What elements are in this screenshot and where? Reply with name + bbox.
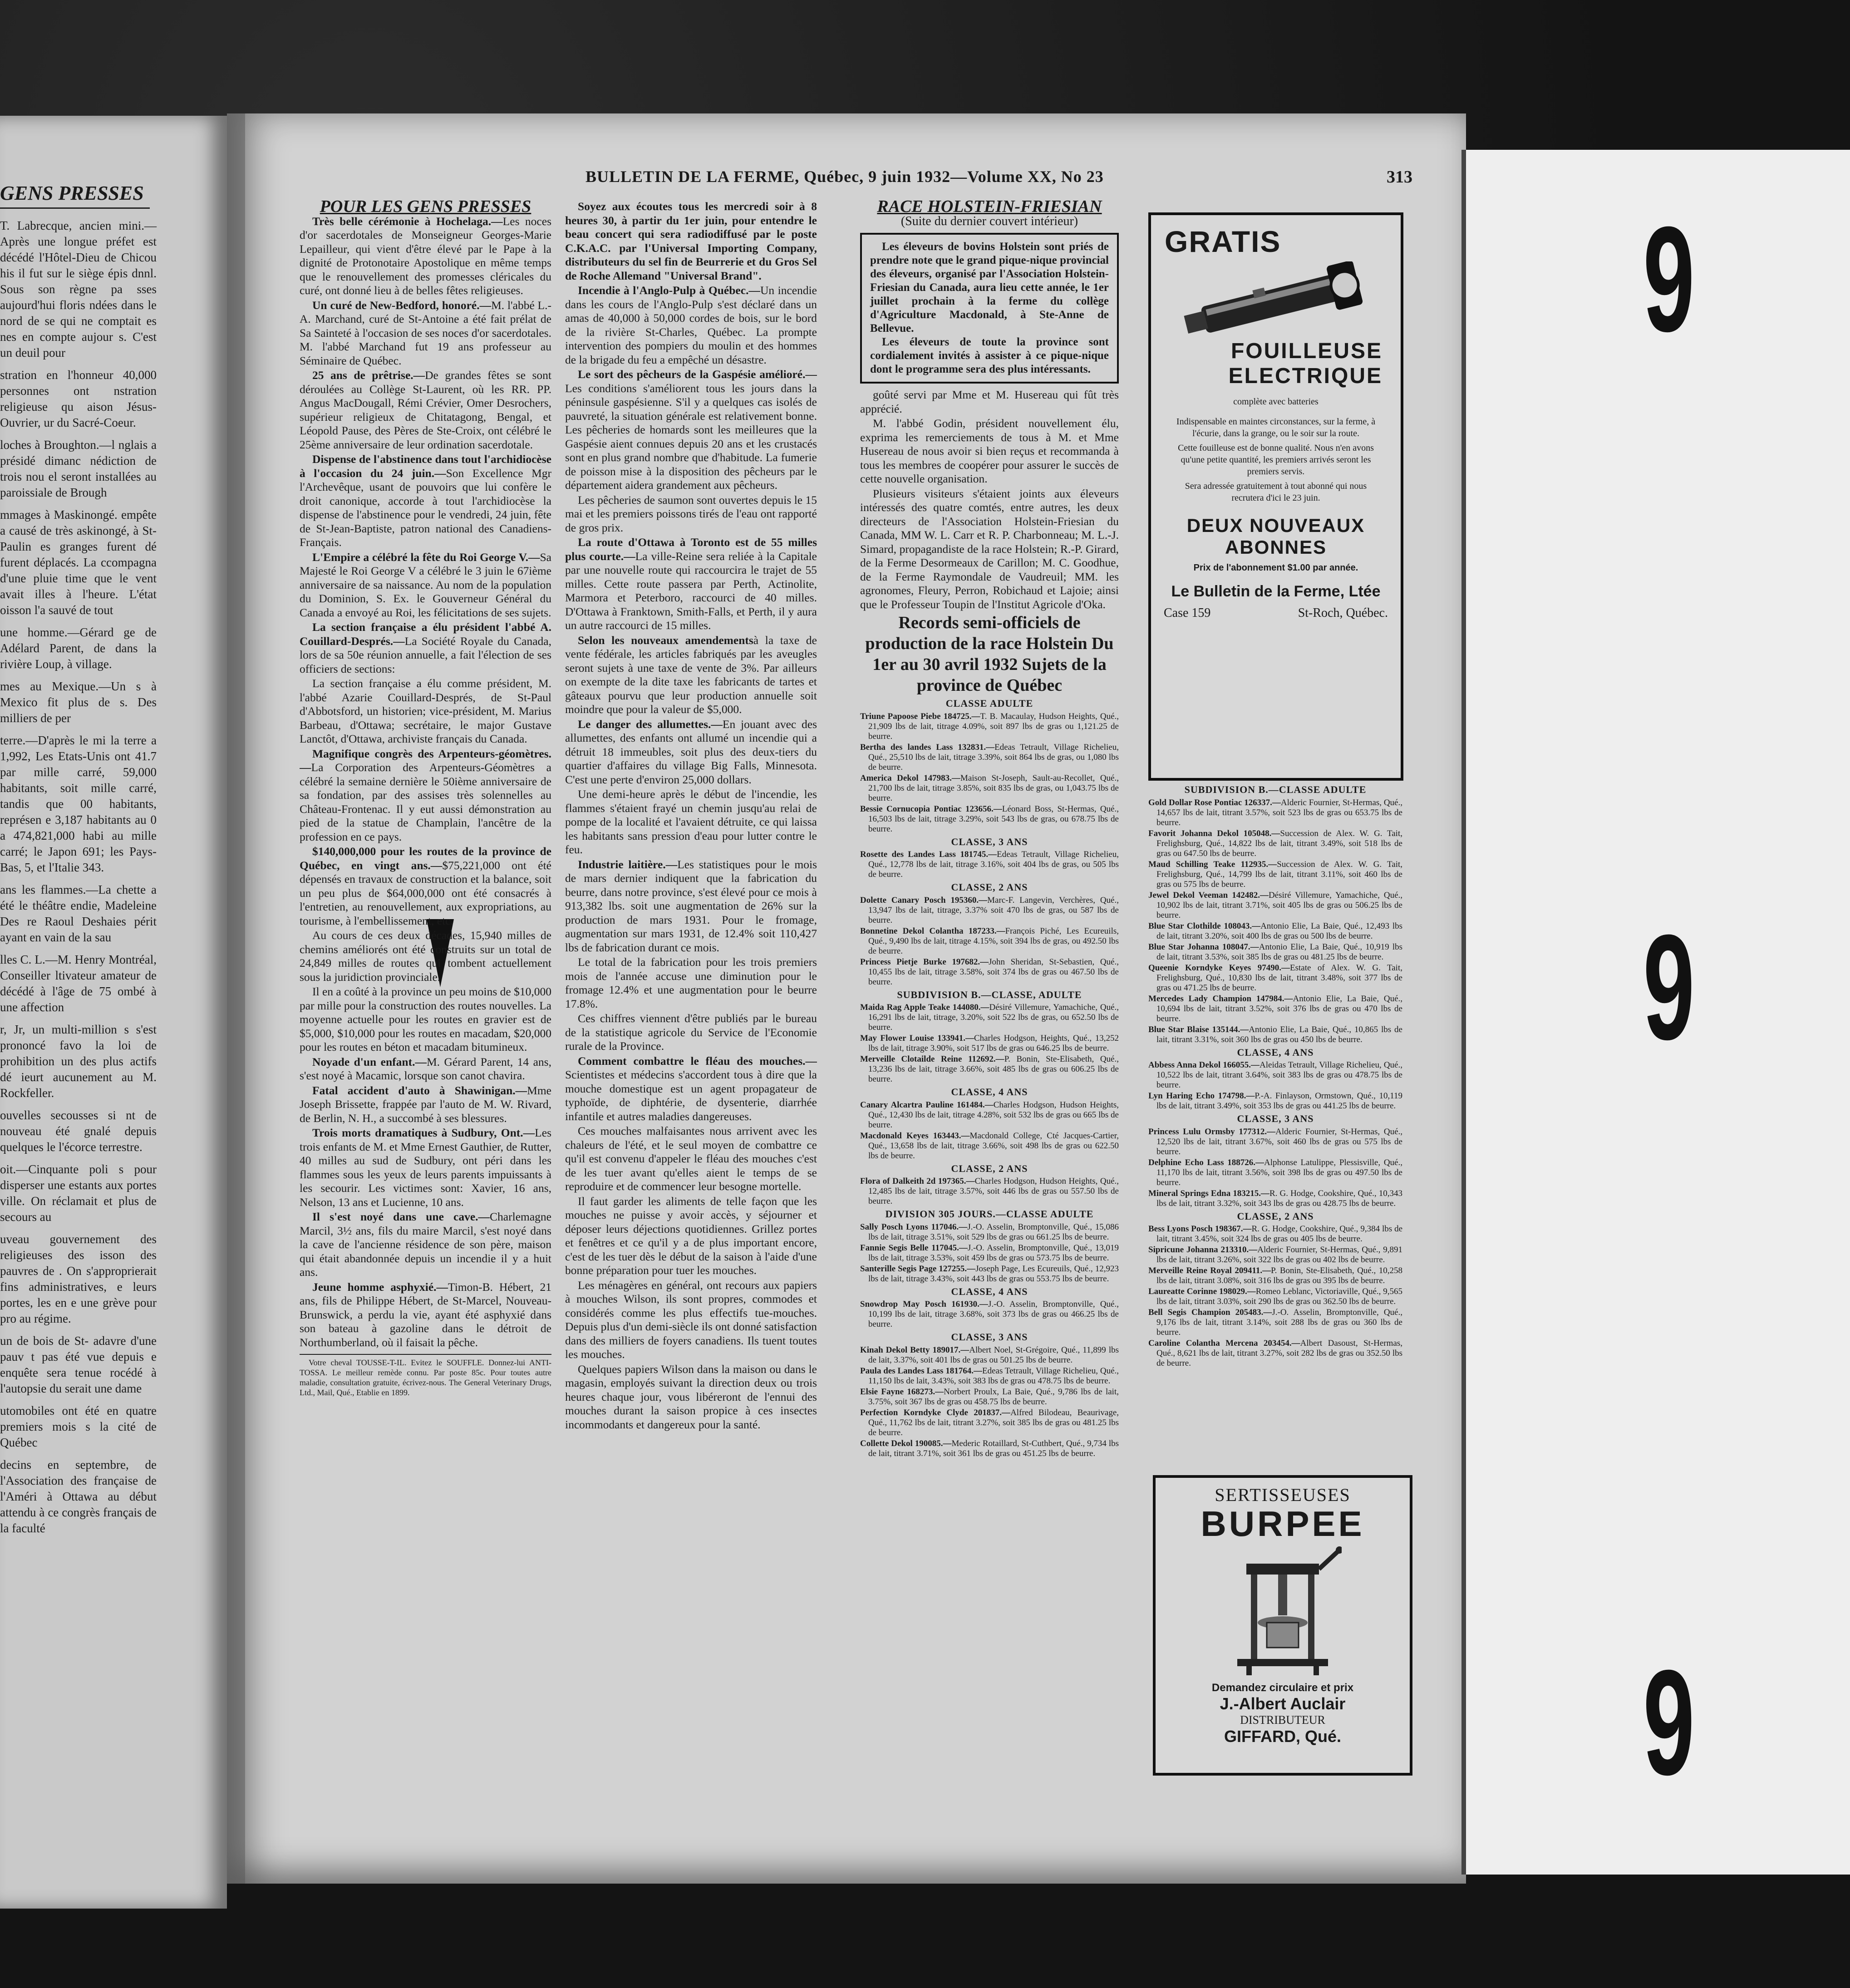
news-item: [300, 1210, 551, 1279]
holstein-paragraph: M. l'abbé Godin, président nouvellement élu, exprima les remerciements de tous à M. et Mme Husereau de nous avoir si bien reçus et recommanda à tous les membres de coopérer pour assurer le succès de cette nouvelle organisation.: [860, 417, 1119, 485]
news-item-headline: Très belle cérémonie à Hochelaga.—: [312, 214, 503, 228]
news-item: [565, 1195, 817, 1278]
news-item-text: Les statistiques pour le mois de mars dernier indiquent que la fabrication du beurre, dans notre province, s'est élevé pour ce mois à 913,382 lbs. soit une augmentation de 26% sur la production de mars 1931. Pour le fromage, augmentation sur mars 1931, de 12.4% soit 110,427 lbs de fabrication durant ce mois.: [565, 857, 817, 954]
prev-page-fragment: mes au Mexique.—Un s à Mexico fit plus de s. Des milliers de per: [0, 679, 157, 725]
record-cow-name: Bess Lyons Posch 198367.—: [1148, 1224, 1252, 1234]
record-details: Alderic Fournier, St-Hermas, Qué., 12,520 lbs de lait, titrant 3.67%, soit 460 lbs de gras ou 575 lbs de beurre.: [1156, 1127, 1402, 1156]
record-cow-name: Gold Dollar Rose Pontiac 126337.—: [1148, 797, 1281, 807]
record-details: Norbert Proulx, La Baie, Qué., 9,786 lbs de lait, 3.75%, soit 367 lbs de gras ou 458.75 lbs de beurre.: [868, 1387, 1119, 1407]
prev-page-fragment: stration en l'honneur 40,000 personnes ont nstration religieuse qu aison Jésus-Ouvrier, ur du Sacré-Coeur.: [0, 368, 157, 429]
news-item-text: $75,221,000 ont été dépensés en travaux de construction et la balance, soit un peu plus de $64,000,000 ont été consacrés à l'entretien, au renouvellement, aux expropriations, au tourisme, à l'embellissement, etc.: [300, 858, 551, 927]
record-entry: [1148, 1266, 1402, 1286]
news-item: [300, 985, 551, 1054]
flashlight-icon: [1169, 261, 1383, 339]
prev-page-fragment: mmages à Maskinongé. empête a causé de très askinongé, à St-Paulin es granges furent dé furent déplacés. La ccompagna d'une pluie time que le vent avait illes à l'heure. L'état oisson l'a sauvé de tout: [0, 508, 157, 617]
record-cow-name: May Flower Louise 133941.—: [860, 1033, 974, 1043]
record-details: R. G. Hodge, Cookshire, Qué., 10,343 lbs de lait, titrant 3.32%, soit 343 lbs de gras ou 428.75 lbs de beurre.: [1156, 1188, 1402, 1208]
record-details: Alfred Bilodeau, Beaurivage, Qué., 11,762 lbs de lait, titrant 3.27%, soit 385 lbs de gras ou 481.25 lbs de beurre.: [868, 1407, 1119, 1437]
record-cow-name: Delphine Echo Lass 188726.—: [1148, 1157, 1264, 1167]
ad-line-2: BURPEE: [1201, 1504, 1365, 1544]
news-item: [565, 1124, 817, 1194]
news-item-headline: Dispense de l'abstinence dans tout l'archidiocèse à l'occasion du 24 juin.—: [300, 453, 551, 480]
record-cow-name: Kinah Dekol Betty 189017.—: [860, 1345, 969, 1355]
news-item-text: En jouant avec des allumettes, des enfants ont allumé un incendie qui a détruit 18 immeubles, soit plus des deux-tiers du quartier d'affaires du village Big Falls, Minnesota. C'est une perte d'environ 25,000 dollars.: [565, 717, 817, 786]
record-entry: [860, 1222, 1119, 1242]
holstein-subtitle: (Suite du dernier couvert intérieur): [900, 214, 1078, 228]
record-details: Estate of Alex. W. G. Tait, Frelighsburg, Qué., 10,830 lbs de lait, titrant 3.48%, soit 377 lbs de gras ou 471.25 lbs de beurre.: [1156, 963, 1402, 993]
prev-page-fragment: terre.—D'après le mi la terre a 1,992, Les Etats-Unis ont 41.7 par mille carré, 59,000 habitants, soit mille carré, tandis que 00 habitants, représen e 3,187 habitants au 0 a 474,821,000 habi au mille carré; le Japon 691; les Pays-Bas, 5, et l'Italie 343.: [0, 733, 157, 874]
news-item: [300, 215, 551, 298]
record-details: Mederic Rotaillard, St-Cuthbert, Qué., 9,734 lbs de lait, titrant 3.71%, soit 361 lbs de gras ou 451.25 lbs de beurre.: [868, 1438, 1119, 1458]
record-cow-name: Princess Pietje Burke 197682.—: [860, 957, 989, 967]
advertisement-burpee: [1153, 1475, 1412, 1776]
news-item: [565, 1363, 817, 1432]
picnic-notice-2: Les éleveurs de toute la province sont cordialement invités à assister à ce pique-nique dont le programme sera des plus intéressants.: [870, 336, 1109, 375]
picnic-notice-box: [860, 233, 1119, 384]
record-details: Joseph Page, Les Ecureuils, Qué., 12,923 lbs de lait, titrage 3.43%, soit 443 lbs de gras ou 553.75 lbs de beurre.: [868, 1264, 1119, 1284]
news-item-headline: Soyez aux écoutes tous les mercredi soir à 8 heures 30, à partir du 1er juin, pour entendre le beau concert qui sera radiodiffusé par le poste C.K.A.C. par l'Universal Importing Company, distributeurs du sel fin de Beurrerie et du Gros Sel de Roche Allemand "Universal Brand".: [565, 200, 817, 282]
record-cow-name: Laureatte Corinne 198029.—: [1148, 1287, 1256, 1296]
record-entry: [1148, 891, 1402, 920]
news-item-text: Il en a coûté à la province un peu moins de $10,000 par mille pour la construction des routes nouvelles. La moyenne actuelle pour les routes en gravier est de $5,000, $10,000 pour les routes en macadam, $20,000 pour les routes en béton et macadam bitumineux.: [300, 985, 551, 1053]
record-details: Edeas Tetrault, Village Richelieu, Qué., 25,510 lbs de lait, titrage 3.39%, soit 864 lbs de gras, ou 1,080 lbs de beurre.: [868, 742, 1119, 772]
record-cow-name: Maud Schilling Teake 112935.—: [1148, 859, 1277, 869]
record-cow-name: Merveille Reine Royal 209411.—: [1148, 1266, 1271, 1275]
record-entry: [860, 804, 1119, 834]
record-entry: [860, 1366, 1119, 1386]
prev-page-fragment: lles C. L.—M. Henry Montréal, Conseiller ltivateur amateur de décédé à l'âge de 75 ombé à une affection: [0, 953, 157, 1014]
record-entry: [1148, 1308, 1402, 1338]
record-cow-name: Dolette Canary Posch 195360.—: [860, 895, 988, 905]
news-item: [300, 747, 551, 844]
news-item: [565, 284, 817, 367]
record-details: Romeo Leblanc, Victoriaville, Qué., 9,565 lbs de lait, titrant 3.03%, soit 290 lbs de gras ou 362.50 lbs de beurre.: [1156, 1287, 1402, 1306]
record-entry: [1148, 1245, 1402, 1265]
previous-page: [0, 116, 227, 1909]
news-items: [300, 215, 551, 1350]
news-item: [300, 1126, 551, 1209]
record-class-heading: DIVISION 305 JOURS.—CLASSE ADULTE: [885, 1208, 1094, 1220]
margin-mark: 9: [1643, 195, 1695, 363]
record-cow-name: Perfection Korndyke Clyde 201837.—: [860, 1407, 1011, 1417]
record-details: Antonio Elie, La Baie, Qué., 12,493 lbs de lait, titrant 3.20%, soit 400 lbs de gras ou 500 lbs de beurre.: [1156, 921, 1402, 941]
record-cow-name: Collette Dekol 190085.—: [860, 1438, 952, 1448]
news-item: [300, 369, 551, 452]
advertisement-anti-tossa: [300, 1354, 551, 1398]
record-details: Léonard Boss, St-Hermas, Qué., 16,503 lbs de lait, titrage 3.29%, soit 543 lbs de gras, ou 678.75 lbs de beurre.: [868, 804, 1119, 834]
prev-page-fragment: oit.—Cinquante poli s pour disperser une estants aux portes ville. On réclamait et plus de secours au: [0, 1162, 157, 1224]
record-details: Charles Hodgson, Hudson Heights, Qué., 12,430 lbs de lait, titrage 4.28%, soit 532 lbs de gras ou 665 lbs de beurre.: [868, 1100, 1119, 1130]
news-item-text: Les conditions s'améliorent tous les jours dans la péninsule gaspésienne. S'il y a quelques cas isolés de pauvreté, la situation générale est relativement bonne. Les pêcheries de homards sont les meilleures que la Gaspésie aient connues depuis 20 ans et les crustacés sont en plus grand nombre que d'habitude. La fumerie de poisson mise à la disposition des pêcheurs par le département aidera grandement aux pêcheurs.: [565, 381, 817, 492]
record-entry: [860, 1264, 1119, 1284]
record-cow-name: Blue Star Blaise 135144.—: [1148, 1024, 1249, 1034]
news-item-text: La Corporation des Arpenteurs-Géomètres a célébré la semaine dernière le 50ième anniversaire de sa fondation, par des assises très solennelles au Château-Frontenac. Il y eut aussi démonstration au pied de la statue de Champlain, l'ancêtre de la profession en ce pays.: [300, 761, 551, 843]
prev-page-fragment: ans les flammes.—La chette a été le théâtre endie, Madeleine Des re Raoul Deshaies périt ayant en vain de la sau: [0, 883, 157, 944]
record-class-heading: CLASSE, 4 ANS: [1237, 1046, 1314, 1058]
product-line-1: FOUILLEUSE: [1230, 339, 1383, 363]
prev-page-heading: GENS PRESSES: [0, 182, 150, 209]
news-item: [300, 845, 551, 928]
ad-ask: Demandez circulaire et prix: [1211, 1682, 1354, 1694]
news-item-text: Ces chiffres viennent d'être publiés par le bureau de la statistique agricole du Service de l'Economie rurale de la Province.: [565, 1012, 817, 1053]
record-details: Charles Hodgson, Heights, Qué., 13,252 lbs de lait, titrage 3.90%, soit 517 lbs de gras ou 646.25 lbs de beurre.: [868, 1033, 1119, 1053]
product-with: complète avec batteries: [1233, 397, 1319, 407]
news-item: [300, 1084, 551, 1126]
record-cow-name: Abbess Anna Dekol 166055.—: [1148, 1060, 1260, 1070]
record-details: Succession de Alex. W. G. Tait, Frelighsburg, Qué., 14,822 lbs de lait, titrant 3.49%, soit 518 lbs de gras ou 647.50 lbs de beurre.: [1156, 828, 1402, 858]
ad-desc-3: Sera adressée gratuitement à tout abonné qui nous recrutera d'ici le 23 juin.: [1185, 481, 1367, 503]
column-records-2: [1148, 783, 1402, 1468]
record-cow-name: Triune Papoose Piebe 184725.—: [860, 711, 980, 721]
news-item-text: Les ménagères en général, ont recours aux papiers à mouches Wilson, ils sont propres, commodes et considérés comme les plus effectifs tue-mouches. Depuis plus d'un demi-siècle ils ont donné satisfaction dans des milliers de foyers canadiens. Ils tuent toutes les mouches.: [565, 1278, 817, 1361]
news-item-headline: $140,000,000 pour les routes de la province de Québec, en vingt ans.—: [300, 845, 551, 872]
record-class-heading: CLASSE, 3 ANS: [951, 836, 1028, 847]
record-entry: [1148, 963, 1402, 993]
news-item-text: Les noces d'or sacerdotales de Monseigneur Georges-Marie Lepailleur, qui vient d'être élevé par le Pape à la dignité de Protonotaire Apostolique en même temps que le renouvellement des promesses cléricales du curé, ont donné lieu à de belles fêtes religieuses.: [300, 214, 551, 297]
ad-case: Case 159: [1164, 606, 1211, 620]
record-class-heading: CLASSE, 2 ANS: [951, 1162, 1028, 1174]
record-details: T. B. Macaulay, Hudson Heights, Qué., 21,909 lbs de lait, titrage 4.09%, soit 897 lbs de gras ou 1,121.25 de beurre.: [868, 711, 1119, 741]
news-item-headline: Selon les nouveaux amendements: [578, 633, 753, 647]
advertisement-gratis: [1148, 212, 1403, 781]
news-item: [565, 718, 817, 787]
news-item-text: M. Gérard Parent, 14 ans, s'est noyé à Macamic, lorsque son canot chavira.: [300, 1055, 551, 1082]
ad-offer: DEUX NOUVEAUX ABONNES: [1186, 515, 1365, 558]
record-class-heading: SUBDIVISION B.—CLASSE ADULTE: [1184, 784, 1367, 795]
news-item-headline: Jeune homme asphyxié.—: [312, 1280, 448, 1294]
record-cow-name: Favorit Johanna Dekol 105048.—: [1148, 828, 1280, 838]
record-cow-name: Jewel Dekol Veeman 142482.—: [1148, 890, 1269, 900]
record-cow-name: Maida Rag Apple Teake 144080.—: [860, 1003, 989, 1012]
record-entry: [860, 1299, 1119, 1329]
record-entry: [1148, 1158, 1402, 1188]
record-entry: [860, 1243, 1119, 1263]
record-details: John Sheridan, St-Sebastien, Qué., 10,455 lbs de lait, titrage 3.58%, soit 374 lbs de gras ou 467.50 lbs de beurre.: [868, 957, 1119, 987]
record-cow-name: Canary Alcartra Pauline 161484.—: [860, 1100, 994, 1110]
ad-title: GRATIS: [1165, 225, 1281, 258]
record-details: Edeas Tetrault, Village Richelieu, Qué., 11,150 lbs de lait, 3.43%, soit 383 lbs de gras ou 478.75 lbs de beurre.: [868, 1366, 1119, 1386]
record-details: Edeas Tetrault, Village Richelieu, Qué., 12,778 lbs de lait, titrage 3.16%, soit 404 lbs de gras, ou 505 lbs de beurre.: [868, 850, 1119, 879]
record-cow-name: Mineral Springs Edna 183215.—: [1148, 1188, 1270, 1198]
newspaper-page: [227, 113, 1466, 1884]
record-details: Charles Hodgson, Hudson Heights, Qué., 12,485 lbs de lait, titrage 3.57%, soit 446 lbs de gras ou 557.50 lbs de beurre.: [868, 1176, 1119, 1206]
record-details: Maison St-Joseph, Sault-au-Recollet, Qué., 21,700 lbs de lait, titrage 3.85%, soit 835 lbs de gras, ou 1,043.75 lbs de beurre.: [868, 773, 1119, 803]
news-item: [300, 1280, 551, 1350]
news-item-text: La section française a élu comme président, M. l'abbé Azarie Couillard-Després, de St-Paul d'Abbotsford, un historien; vice-président, M. Marius Barbeau, d'Ottawa; secrétaire, le major Gustave Lanctôt, d'Ottawa, archiviste français du Canada.: [300, 677, 551, 745]
ad-price: Prix de l'abonnement $1.00 par année.: [1193, 563, 1358, 573]
record-cow-name: Bertha des landes Lass 132831.—: [860, 742, 995, 752]
record-cow-name: Bonnetine Dekol Colantha 187233.—: [860, 926, 1005, 936]
news-item-text: La Société Royale du Canada, lors de sa 50e réunion annuelle, a fait l'élection de ses officiers de sections:: [300, 634, 551, 675]
record-details: Alphonse Latulippe, Plessisville, Qué., 11,170 lbs de lait, titrant 3.56%, soit 398 lbs de gras ou 497.50 lbs de beurre.: [1156, 1157, 1402, 1187]
record-details: Désiré Villemure, Yamachiche, Qué., 10,902 lbs de lait, titrant 3.71%, soit 405 lbs de gras ou 506.25 lbs de beurre.: [1156, 890, 1402, 920]
holstein-paragraph: goûté servi par Mme et M. Husereau qui fût très apprécié.: [860, 388, 1119, 415]
record-details: P. Bonin, Ste-Elisabeth, Qué., 10,258 lbs de lait, titrant 3.08%, soit 316 lbs de gras ou 395 lbs de beurre.: [1156, 1266, 1402, 1285]
record-entry: [860, 773, 1119, 803]
record-entry: [860, 1387, 1119, 1407]
record-entry: [860, 850, 1119, 880]
prev-page-fragment: r, Jr, un multi-million s s'est prononcé favo la loi de prohibition un des plus actifs dé ieurt aucunement au M. Rockfeller.: [0, 1023, 157, 1100]
record-class-heading: CLASSE, 4 ANS: [951, 1086, 1028, 1097]
record-cow-name: Fannie Segis Belle 117045.—: [860, 1243, 968, 1253]
record-cow-name: Snowdrop May Posch 161930.—: [860, 1299, 988, 1309]
record-entry: [860, 1100, 1119, 1130]
records-list: [1148, 783, 1402, 1368]
news-item-text: La ville-Reine sera reliée à la Capitale par une nouvelle route qui raccourcira le trajet de 55 milles. Cette route passera par Perth, Actinolite, Marmora et Peterboro, raccourci de 40 milles. D'Ottawa à Franktown, Smith-Falls, et Perth, il y aura un autre raccourci de 15 milles.: [565, 549, 817, 632]
news-item-headline: 25 ans de prêtrise.—: [312, 369, 425, 382]
record-entry: [860, 1003, 1119, 1033]
record-cow-name: Bessie Cornucopia Pontiac 123656.—: [860, 804, 1002, 814]
record-class-heading: CLASSE, 2 ANS: [951, 881, 1028, 893]
ad-text: Votre cheval TOUSSE-T-IL. Evitez le SOUFFLE. Donnez-lui ANTI-TOSSA. Le meilleur remède connu. Par poste 85c. Pour toutes autre maladie, consultation gratuite, écrivez-nous. The General Veterinary Drugs, Ltd., Mail, Qué., Etablie en 1899.: [300, 1358, 551, 1397]
record-entry: [1148, 1025, 1402, 1045]
record-cow-name: Blue Star Johanna 108047.—: [1148, 942, 1259, 952]
record-entry: [1148, 921, 1402, 941]
record-details: R. G. Hodge, Cookshire, Qué., 9,384 lbs de lait, titrant 3.45%, soit 324 lbs de gras ou 405 lbs de beurre.: [1156, 1224, 1402, 1244]
news-item: [300, 551, 551, 620]
news-item-text: De grandes fêtes se sont déroulées au Collège St-Laurent, où les RR. PP. Angus MacDougall, Rémi Crévier, Omer Desrochers, supérieur religieux de Chitatagong, Bengal, et Léopold Pause, des Pères de Ste-Croix, ont célébré le 25ème anniversaire de leur ordination sacerdotale.: [300, 369, 551, 451]
news-item-text: Mme Joseph Brissette, frappée par l'auto de M. W. Rivard, de Berlin, N. H., a succombé à ses blessures.: [300, 1083, 551, 1125]
news-item-text: Il faut garder les aliments de telle façon que les mouches ne puisse y avoir accès, y séjourner et déposer leurs déjections quotidiennes. Grillez portes et fenêtres et ce qu'il y a de plus important encore, c'est de les tuer dès le début de la saison à l'aide d'une bonne préparation pour tuer les mouches.: [565, 1194, 817, 1277]
record-class-heading: CLASSE ADULTE: [945, 698, 1033, 709]
news-item: [565, 787, 817, 857]
product-line-2: ELECTRIQUE: [1228, 364, 1383, 388]
record-entry: [1148, 994, 1402, 1024]
record-details: J.-O. Asselin, Bromptonville, Qué., 13,019 lbs de lait, titrage 3.53%, soit 459 lbs de gras ou 573.75 lbs de beurre.: [868, 1243, 1119, 1263]
record-cow-name: Elsie Fayne 168273.—: [860, 1387, 944, 1397]
news-item-headline: Comment combattre le fléau des mouches.—: [578, 1054, 817, 1068]
record-entry: [1148, 1091, 1402, 1111]
record-details: P. Bonin, Ste-Elisabeth, Qué., 13,236 lbs de lait, titrage 3.66%, soit 485 lbs de gras ou 606.25 lbs de beurre.: [868, 1054, 1119, 1084]
ad-place: GIFFARD, Qué.: [1224, 1727, 1341, 1746]
ad-line-1: SERTISSEUSES: [1215, 1485, 1351, 1505]
record-cow-name: America Dekol 147983.—: [860, 773, 960, 783]
news-item: [565, 955, 817, 1011]
record-entry: [1148, 1338, 1402, 1368]
news-item-text: Ces mouches malfaisantes nous arrivent avec les chaleurs de l'été, et le seul moyen de combattre ce qu'il est convenu d'appeler le fléau des mouches c'est de les tuer avant qu'elles aient le temps de se reproduire et de commencer leur besogne mortelle.: [565, 1124, 817, 1193]
record-cow-name: Bell Segis Champion 205483.—: [1148, 1308, 1272, 1317]
record-cow-name: Lyn Haring Echo 174798.—: [1148, 1091, 1255, 1101]
record-entry: [1148, 942, 1402, 962]
record-cow-name: Santerille Segis Page 127255.—: [860, 1264, 976, 1274]
news-item-text: Timon-B. Hébert, 21 ans, fils de Philippe Hébert, de St-Marcel, Nouveau-Brunswick, a perdu la vie, ayant été asphyxié dans son bateau à gazoline dans le détroit de Northumberland, où il faisait la pêche.: [300, 1280, 551, 1349]
record-class-heading: CLASSE, 4 ANS: [951, 1285, 1028, 1297]
news-item-text: Scientistes et médecins s'accordent tous à dire que la mouche domestique est un agent propagateur de typhoïde, de diphtérie, de dysenterie, diarrhée infantile et autres maladies dangereuses.: [565, 1068, 817, 1123]
holstein-paragraph: Plusieurs visiteurs s'étaient joints aux éleveurs intéressés des quatre comtés, entre autres, les deux directeurs de l'Association Holstein-Friesian du Canada, MM W. L. Carr et R. P. Charbonneau; M. L.-J. Simard, propagandiste de la race Holstein; R.-P. Girard, de la Ferme Desormeaux de Carillon; M. C. Goodhue, de la Ferme Raymondale de Vaudreuil; MM. les agronomes, Fleury, Perron, Robichaud et Lajoie; ainsi que le Professeur Toupin de l'Institut Agricole d'Oka.: [860, 487, 1119, 611]
record-cow-name: Merveille Clotailde Reine 112692.—: [860, 1054, 1004, 1064]
record-details: Alderic Fournier, St-Hermas, Qué., 9,891 lbs de lait, titrant 3.26%, soit 322 lbs de gras ou 402 lbs de beurre.: [1156, 1245, 1402, 1265]
news-item-text: Au cours de ces deux décades, 15,940 milles de chemins améliorés ont été construits sur un total de 24,849 milles de routes qui tombent actuellement sous la juridiction provinciale.: [300, 929, 551, 984]
news-item-text: Les trois enfants de M. et Mme Ernest Gauthier, de Rutter, 40 milles au sud de Sudbury, ont péri dans les flammes sous les yeux de leurs parents impuissants à les secourir. Les victimes sont: Xavier, 16 ans, Nelson, 13 ans et Lucienne, 10 ans.: [300, 1126, 551, 1209]
record-entry: [860, 1033, 1119, 1053]
column-gens-presses: [300, 200, 551, 1852]
record-entry: [860, 743, 1119, 773]
news-item-text: Quelques papiers Wilson dans la maison ou dans le magasin, employés suivant la direction deux ou trois heures chaque jour, vous libéreront de l'ennui des mouches durant la saison propice à ces insectes incommodants et dangereux pour la santé.: [565, 1362, 817, 1431]
news-item: [300, 929, 551, 984]
news-item-headline: La section française a élu président l'abbé A. Couillard-Després.—: [300, 620, 551, 648]
record-entry: [1148, 860, 1402, 890]
news-item-text: Le total de la fabrication pour les trois premiers mois de l'année accuse une diminution pour le fromage 12.4% et une augmentation pour le beurre 17.8%.: [565, 955, 817, 1010]
margin-strip: [1466, 150, 1850, 1875]
holstein-paragraphs: [860, 388, 1119, 611]
record-details: Antonio Elie, La Baie, Qué., 10,694 lbs de lait, titrant 3.52%, soit 376 lbs de gras ou 470 lbs de beurre.: [1156, 994, 1402, 1024]
record-entry: [860, 957, 1119, 987]
column-news-2: [565, 200, 817, 1852]
record-details: P.-A. Finlayson, Ormstown, Qué., 10,119 lbs de lait, titrant 3.49%, soit 353 lbs de gras ou 441.25 lbs de beurre.: [1156, 1091, 1402, 1111]
ad-desc-2: Cette fouilleuse est de bonne qualité. Nous n'en avons qu'une petite quantité, les premiers arrivés seront les premiers servis.: [1178, 443, 1374, 477]
margin-mark: 9: [1643, 1639, 1695, 1806]
news-item-headline: L'Empire a célébré la fête du Roi George V.—: [312, 550, 540, 564]
news-item-headline: Le sort des pêcheurs de la Gaspésie amélioré.—: [578, 368, 817, 381]
news-item: [300, 620, 551, 676]
prev-page-fragment: une homme.—Gérard ge de Adélard Parent, de dans la rivière Loup, à village.: [0, 625, 157, 671]
record-entry: [860, 1439, 1119, 1459]
margin-mark: 9: [1643, 903, 1695, 1071]
news-item: [565, 368, 817, 492]
record-cow-name: Blue Star Clothilde 108043.—: [1148, 921, 1261, 931]
record-entry: [1148, 1127, 1402, 1157]
record-cow-name: Flora of Dalkeith 2d 197365.—: [860, 1176, 975, 1186]
record-entry: [860, 1131, 1119, 1161]
record-entry: [860, 896, 1119, 925]
prev-page-fragment: uveau gouvernement des religieuses des isson des pauvres de . On s'approprierait fins administratives, e leurs portes, les en e une grève pour pro au régime.: [0, 1232, 157, 1325]
news-item-text: Un incendie dans les cours de l'Anglo-Pulp s'est déclaré dans un amas de 40,000 à 50,000 cordes de bois, sur le bord de la rivière St-Charles, Québec. La prompte intervention des pompiers du moulin et des hommes de la brigade du feu a empêché un désastre.: [565, 284, 817, 366]
record-class-heading: CLASSE, 3 ANS: [1237, 1113, 1314, 1124]
news-item-text: Une demi-heure après le début de l'incendie, les flammes s'étaient frayé un chemin jusqu'au relai de pompe de la localité et l'avaient détruite, ce qui laissa les habitants sans pression d'eau pour lutter contre le feu.: [565, 787, 817, 856]
record-entry: [860, 712, 1119, 742]
news-item: [565, 1054, 817, 1124]
records-list: [860, 697, 1119, 1459]
ad-company: Le Bulletin de la Ferme, Ltée: [1171, 583, 1381, 600]
column-holstein: [860, 200, 1119, 1852]
news-item-headline: Industrie laitière.—: [578, 857, 678, 871]
record-cow-name: Mercedes Lady Champion 147984.—: [1148, 994, 1293, 1004]
news-item-headline: Le danger des allumettes.—: [578, 717, 723, 731]
page-gutter: [227, 113, 245, 1884]
news-item-headline: Un curé de New-Bedford, honoré.—: [312, 298, 492, 312]
record-cow-name: Caroline Colantha Mercena 203454.—: [1148, 1338, 1300, 1348]
news-item-headline: La route d'Ottawa à Toronto est de 55 milles plus courte.—: [565, 536, 817, 563]
record-class-heading: CLASSE, 3 ANS: [951, 1331, 1028, 1343]
record-class-heading: SUBDIVISION B.—CLASSE, ADULTE: [897, 989, 1082, 1000]
news-item: [300, 1055, 551, 1083]
record-cow-name: Sally Posch Lyons 117046.—: [860, 1222, 968, 1232]
news-item: [565, 200, 817, 283]
prev-page-fragment: loches à Broughton.—l nglais a présidé dimanc nédiction de trois nou el seront installées au paroissiale de Brough: [0, 438, 157, 499]
news-item: [300, 299, 551, 368]
record-entry: [860, 1054, 1119, 1084]
record-entry: [1148, 1224, 1402, 1244]
news-item-headline: Magnifique congrès des Arpenteurs-géomètres.—: [300, 747, 551, 774]
record-entry: [1148, 1060, 1402, 1090]
record-cow-name: Macdonald Keyes 163443.—: [860, 1131, 970, 1141]
masthead: BULLETIN DE LA FERME, Québec, 9 juin 1932—Volume XX, No 23: [586, 167, 1104, 186]
record-entry: [1148, 798, 1402, 828]
prev-page-fragment: utomobiles ont été en quatre premiers mois s la cité de Québec: [0, 1404, 157, 1449]
record-cow-name: Sipricune Johanna 213310.—: [1148, 1245, 1258, 1255]
record-details: J.-O. Asselin, Bromptonville, Qué., 9,176 lbs de lait, titrant 3.14%, soit 288 lbs de gras ou 360 lbs de beurre.: [1156, 1308, 1402, 1337]
ad-dealer: J.-Albert Auclair: [1220, 1694, 1346, 1713]
record-cow-name: Queenie Korndyke Keyes 97490.—: [1148, 963, 1290, 973]
news-item-text: M. l'abbé L.-A. Marchand, curé de St-Antoine a été fait prélat de Sa Sainteté à l'occasion de ses noces d'or sacerdotales. M. l'abbé Marchand fut 19 ans professeur au Séminaire de Québec.: [300, 298, 551, 367]
news-item-text: Charlemagne Marcil, 3½ ans, fils du maire Marcil, s'est noyé dans la cave de l'ancienne résidence de son père, maison qui était abandonnée depuis un incendie il y a huit ans.: [300, 1210, 551, 1279]
record-entry: [860, 1408, 1119, 1438]
news-item-headline: Fatal accident d'auto à Shawinigan.—: [312, 1083, 527, 1097]
news-item-headline: Noyade d'un enfant.—: [312, 1055, 427, 1068]
column-title: POUR LES GENS PRESSES: [320, 200, 531, 216]
news-item: [565, 634, 817, 717]
prev-page-fragment: T. Labrecque, ancien mini.—Après une longue préfet est décédé l'Hôtel-Dieu de Chicou his il fut sur le siège épis dnnl. Sous son règne pa sses aujourd'hui floris ndées dans le nord de se qui ne comptait es nes en compte aujour s. C'est un deuil pour: [0, 219, 157, 359]
record-entry: [1148, 1189, 1402, 1209]
record-cow-name: Rosette des Landes Lass 181745.—: [860, 850, 997, 859]
news-item-headline: Il s'est noyé dans une cave.—: [312, 1210, 490, 1223]
ad-desc-1: Indispensable en maintes circonstances, sur la ferme, à l'écurie, dans la grange, ou le soir sur la route.: [1176, 417, 1376, 438]
news-item: [565, 1012, 817, 1053]
news-item: [300, 453, 551, 550]
record-details: Albert Noel, St-Grégoire, Qué., 11,899 lbs de lait, 3.37%, soit 401 lbs de gras ou 501.25 lbs de beurre.: [868, 1345, 1119, 1365]
record-details: Antonio Elie, La Baie, Qué., 10,865 lbs de lait, titrant 3.31%, soit 360 lbs de gras ou 450 lbs de beurre.: [1156, 1024, 1402, 1044]
record-class-heading: CLASSE, 2 ANS: [1237, 1210, 1314, 1222]
record-entry: [860, 1176, 1119, 1206]
news-item-headline: Incendie à l'Anglo-Pulp à Québec.—: [578, 284, 760, 297]
record-details: Macdonald College, Cté Jacques-Cartier, Qué., 13,658 lbs de lait, titrage 3.66%, soit 498 lbs de gras ou 622.50 lbs de beurre.: [868, 1131, 1119, 1161]
prev-page-fragment: ouvelles secousses si nt de nouveau été gnalé depuis quelques le l'écorce terrestre.: [0, 1108, 157, 1154]
news-item-text: à la taxe de vente fédérale, les articles fabriqués par les aveugles seront sujets à une taxe de vente de 3%. Par ailleurs on exempte de la dite taxe les fabricants de tartes et gâteaux pourvu que leur production annuelle soit moindre que pour la valeur de $5,000.: [565, 633, 817, 716]
ad-city: St-Roch, Québec.: [1298, 606, 1388, 620]
prev-page-fragment: decins en septembre, de l'Association des française de l'Améri à Ottawa au début attendu à ce congrès français de la faculté: [0, 1458, 157, 1535]
record-entry: [860, 926, 1119, 956]
news-item: [565, 1279, 817, 1362]
news-item-headline: Trois morts dramatiques à Sudbury, Ont.—: [312, 1126, 535, 1139]
news-item-text: Son Excellence Mgr l'Archevêque, usant de pouvoirs que lui confère le droit canonique, accorde à tout l'archidiocèse la dispense de l'abstinence pour le vendredi, 24 juin, fête de St-Jean-Baptiste, patron national des Canadiens-Français.: [300, 466, 551, 549]
prev-page-fragment: un de bois de St- adavre d'une pauv t pas été vue depuis e enquête sera tenue rocédé à l'autopsie du serait une dame: [0, 1334, 157, 1395]
news-item-text: Sa Majesté le Roi George V a célébré le 3 juin le 67ième anniversaire de sa naissance. Au nom de la population du Dominion, S. Ex. le Gouverneur Général du Canada a envoyé au Roi, les félicitations de ses sujets.: [300, 550, 551, 619]
record-cow-name: Princess Lulu Ormsby 177312.—: [1148, 1127, 1276, 1137]
prev-page-text: [0, 218, 157, 1543]
record-details: J.-O. Asselin, Bromptonville, Qué., 10,199 lbs de lait, titrage 3.68%, soit 373 lbs de gras ou 466.25 lbs de beurre.: [868, 1299, 1119, 1329]
ad-address: [1151, 600, 1401, 620]
news-item: [565, 493, 817, 535]
news-items: [565, 200, 817, 1432]
record-details: Désiré Villemure, Yamachiche, Qué., 16,291 lbs de lait, titrage, 3.20%, soit 522 lbs de gras, ou 652.50 lbs de beurre.: [868, 1003, 1119, 1032]
record-details: Antonio Elie, La Baie, Qué., 10,919 lbs de lait, titrant 3.53%, soit 385 lbs de gras ou 481.25 lbs de beurre.: [1156, 942, 1402, 962]
holstein-title: RACE HOLSTEIN-FRIESIAN: [877, 200, 1102, 216]
record-details: Alderic Fournier, St-Hermas, Qué., 14,657 lbs de lait, titrant 3.57%, soit 523 lbs de gras ou 653.75 lbs de beurre.: [1156, 797, 1402, 827]
record-details: J.-O. Asselin, Bromptonville, Qué., 15,086 lbs de lait, titrage 3.51%, soit 529 lbs de gras ou 661.25 lbs de beurre.: [868, 1222, 1119, 1242]
news-item: [565, 536, 817, 633]
page-number: 313: [1387, 167, 1412, 187]
record-entry: [1148, 1287, 1402, 1307]
record-cow-name: Paula des Landes Lass 181764.—: [860, 1366, 982, 1376]
record-entry: [1148, 829, 1402, 859]
news-item: [300, 677, 551, 746]
record-details: Albert Dasoust, St-Hermas, Qué., 8,621 lbs de lait, titrant 3.27%, soit 282 lbs de gras ou 352.50 lbs de beurre.: [1156, 1338, 1402, 1368]
news-item-text: Les pêcheries de saumon sont ouvertes depuis le 15 mai et les premiers poissons tirés de l'eau ont rapporté de gros prix.: [565, 493, 817, 534]
record-details: Aleidas Tetrault, Village Richelieu, Qué., 10,522 lbs de lait, titrant 3.64%, soit 383 lbs de gras ou 478.75 lbs de beurre.: [1156, 1060, 1402, 1090]
records-title: Records semi-officiels de production de la race Holstein Du 1er au 30 avril 1932 Sujets de la province de Québec: [865, 613, 1114, 695]
news-item: [565, 858, 817, 955]
ad-role: DISTRIBUTEUR: [1240, 1713, 1325, 1727]
record-details: François Piché, Les Ecureuils, Qué., 9,490 lbs de lait, titrage 4.15%, soit 394 lbs de gras, ou 492.50 lbs de beurre.: [868, 926, 1119, 956]
can-sealer-machine-icon: [1224, 1545, 1342, 1677]
record-details: Marc-F. Langevin, Verchères, Qué., 13,947 lbs de lait, titrage, 3.37% soit 470 lbs de gras, ou 587 lbs de beurre.: [868, 895, 1119, 925]
record-details: Succession de Alex. W. G. Tait, Frelighsburg, Qué., 14,799 lbs de lait, titrant 3.11%, soit 460 lbs de gras ou 575 lbs de beurre.: [1156, 859, 1402, 889]
record-entry: [860, 1345, 1119, 1365]
picnic-notice: Les éleveurs de bovins Holstein sont priés de prendre note que le grand pique-nique provincial des éleveurs, organisé par l'Association Holstein-Friesian du Canada, aura lieu cette année, le 1er juillet prochain à la ferme du collège d'Agriculture Macdonald, à Ste-Anne de Bellevue.: [870, 241, 1109, 335]
